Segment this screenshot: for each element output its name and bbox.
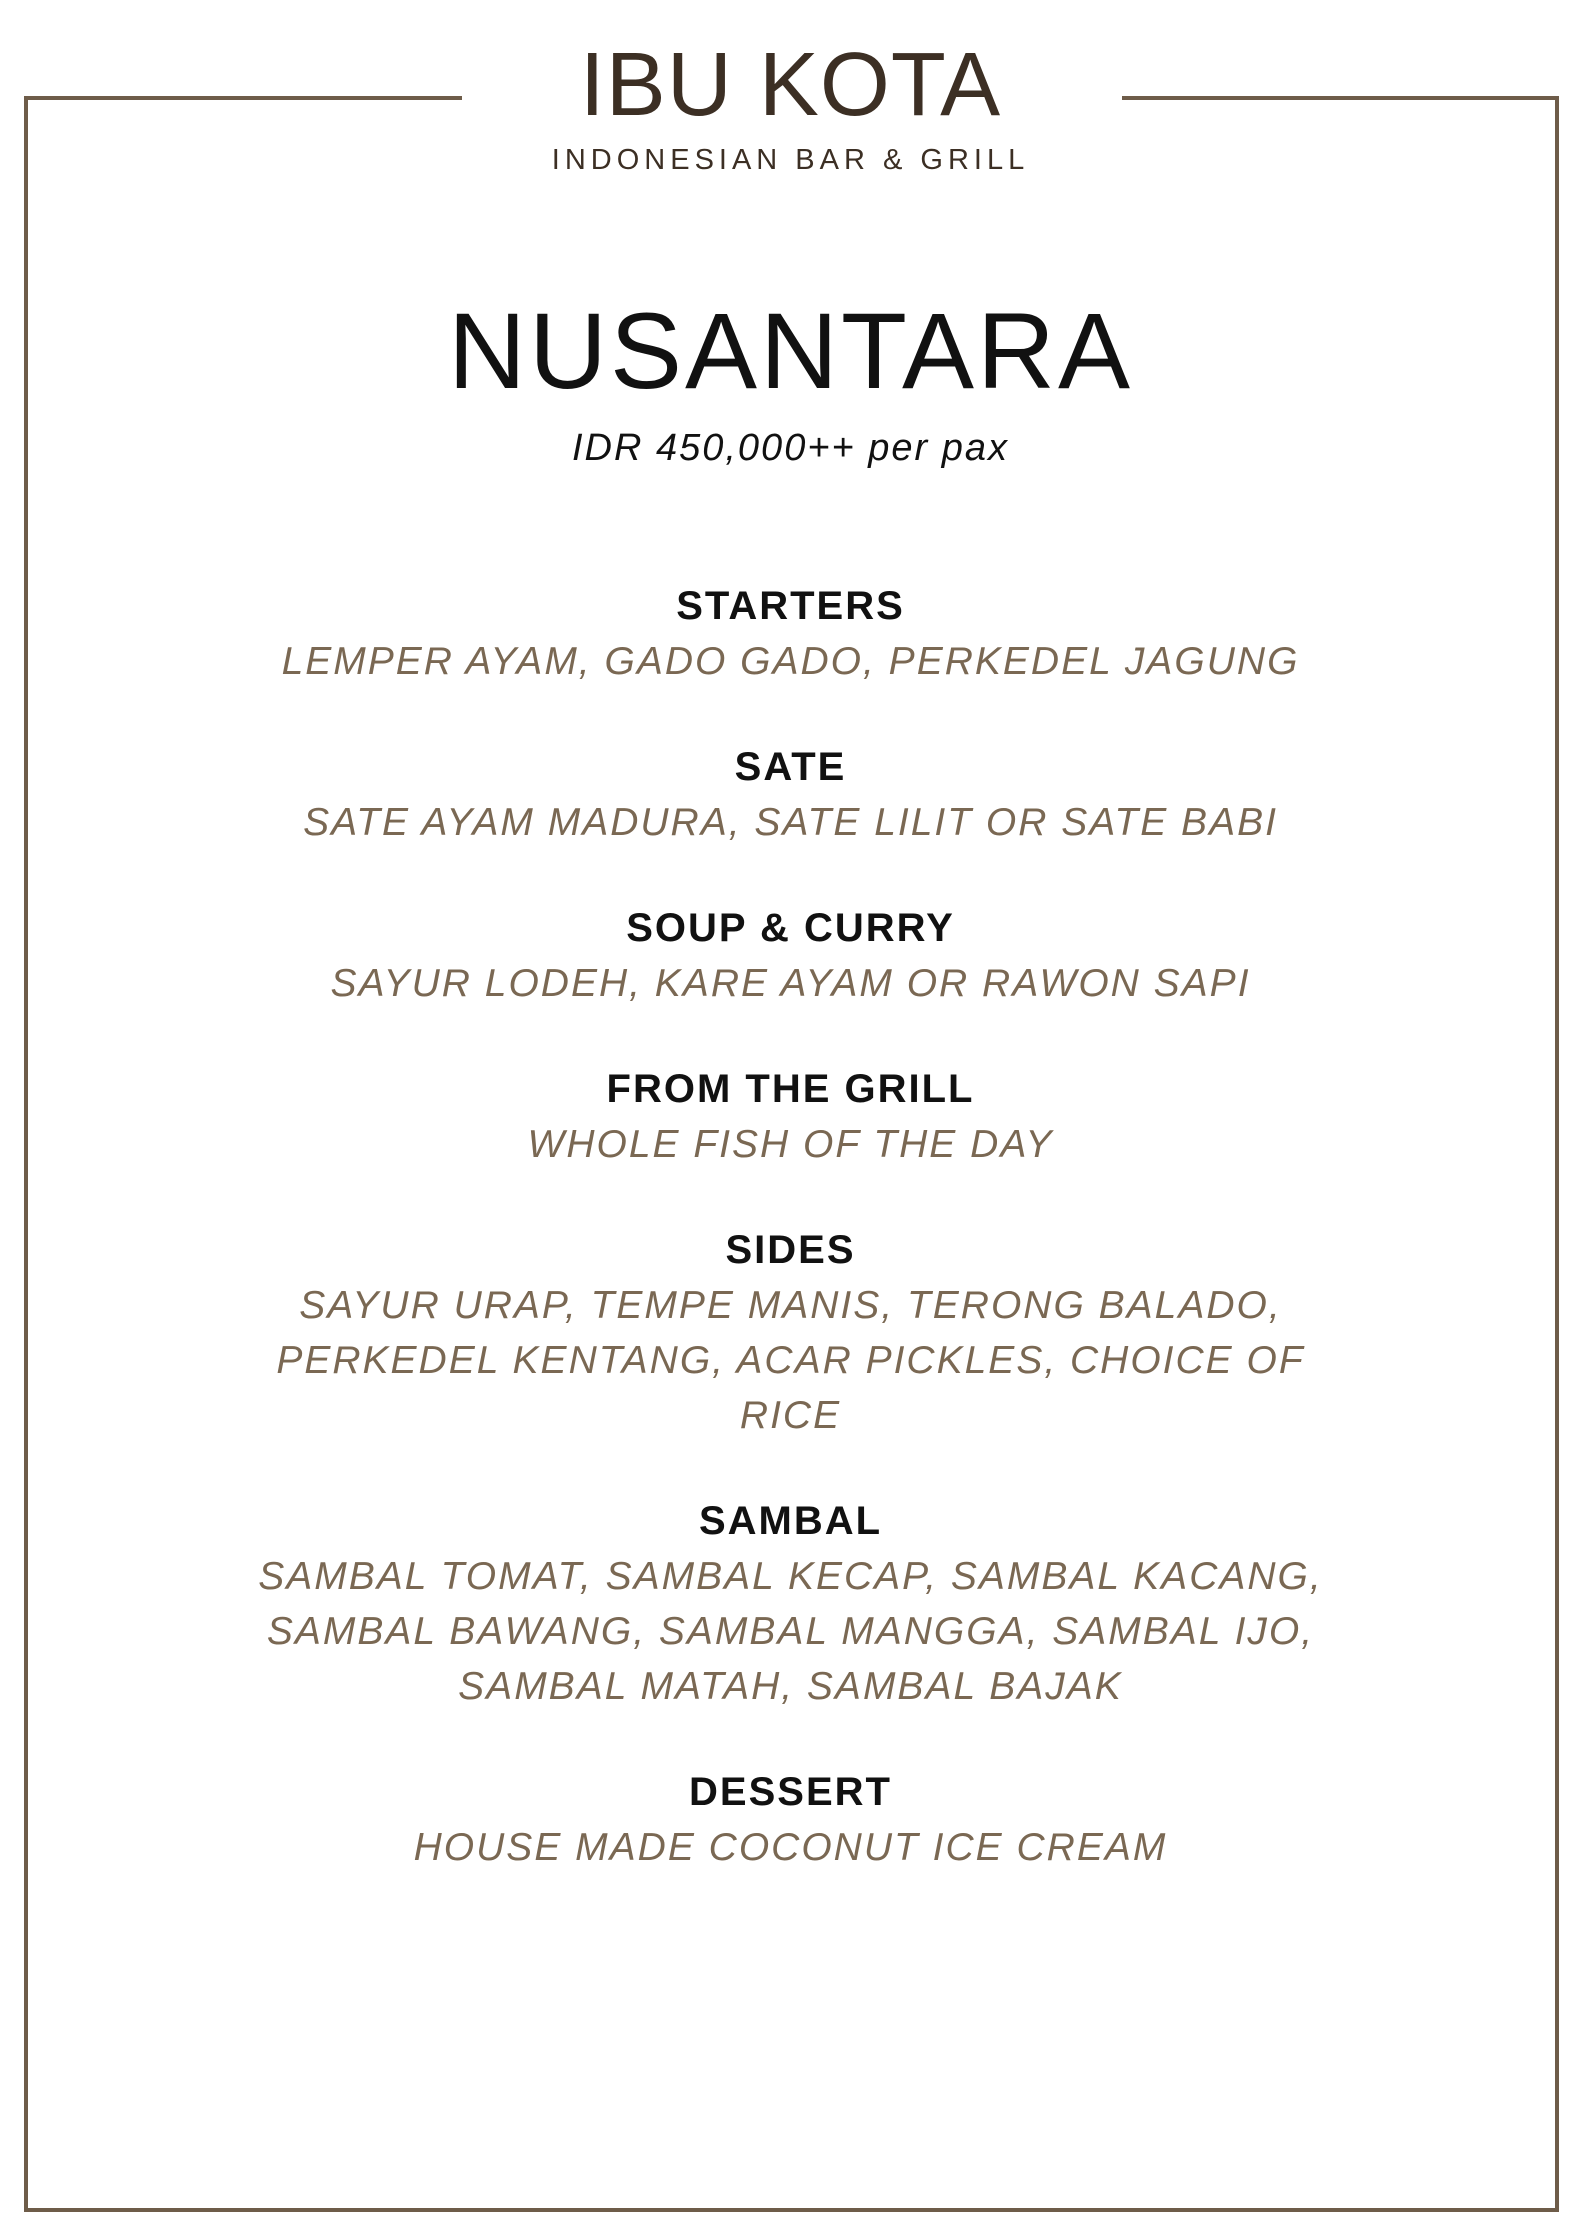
section-sambal: [0, 1495, 1581, 1714]
section-title: FROM THE GRILL: [606, 1067, 975, 1111]
section-items: HOUSE MADE COCONUT ICE CREAM: [413, 1826, 1168, 1869]
section-items: SAYUR URAP, TEMPE MANIS, TERONG BALADO, PERKEDEL KENTANG, ACAR PICKLES, CHOICE OF RICE: [276, 1284, 1305, 1437]
brand-name: IBU KOTA: [579, 35, 1002, 135]
section-items: LEMPER AYAM, GADO GADO, PERKEDEL JAGUNG: [281, 640, 1300, 683]
section-title: STARTERS: [676, 584, 905, 628]
section-sides: [0, 1224, 1581, 1443]
section-title: SATE: [734, 745, 847, 789]
section-title: SAMBAL: [698, 1499, 883, 1543]
brand-subtitle: INDONESIAN BAR & GRILL: [551, 144, 1030, 176]
section-items: SATE AYAM MADURA, SATE LILIT OR SATE BABI: [303, 801, 1278, 844]
section-dessert: [0, 1766, 1581, 1875]
section-starters: [0, 580, 1581, 689]
section-items: WHOLE FISH OF THE DAY: [527, 1123, 1054, 1166]
menu-price: IDR 450,000++ per pax: [571, 427, 1010, 469]
section-items: SAYUR LODEH, KARE AYAM OR RAWON SAPI: [330, 962, 1251, 1005]
section-from-the-grill: [0, 1063, 1581, 1172]
section-soup-curry: [0, 902, 1581, 1011]
section-sate: [0, 741, 1581, 850]
section-title: SIDES: [725, 1228, 856, 1272]
menu-sections: [0, 580, 1581, 1927]
menu-title: NUSANTARA: [447, 290, 1134, 411]
section-title: SOUP & CURRY: [626, 906, 955, 950]
section-title: DESSERT: [689, 1770, 892, 1814]
section-items: SAMBAL TOMAT, SAMBAL KECAP, SAMBAL KACANG, SAMBAL BAWANG, SAMBAL MANGGA, SAMBAL IJO, SAMBAL MATAH, SAMBAL BAJAK: [258, 1555, 1323, 1708]
brand-header: [0, 35, 1581, 178]
